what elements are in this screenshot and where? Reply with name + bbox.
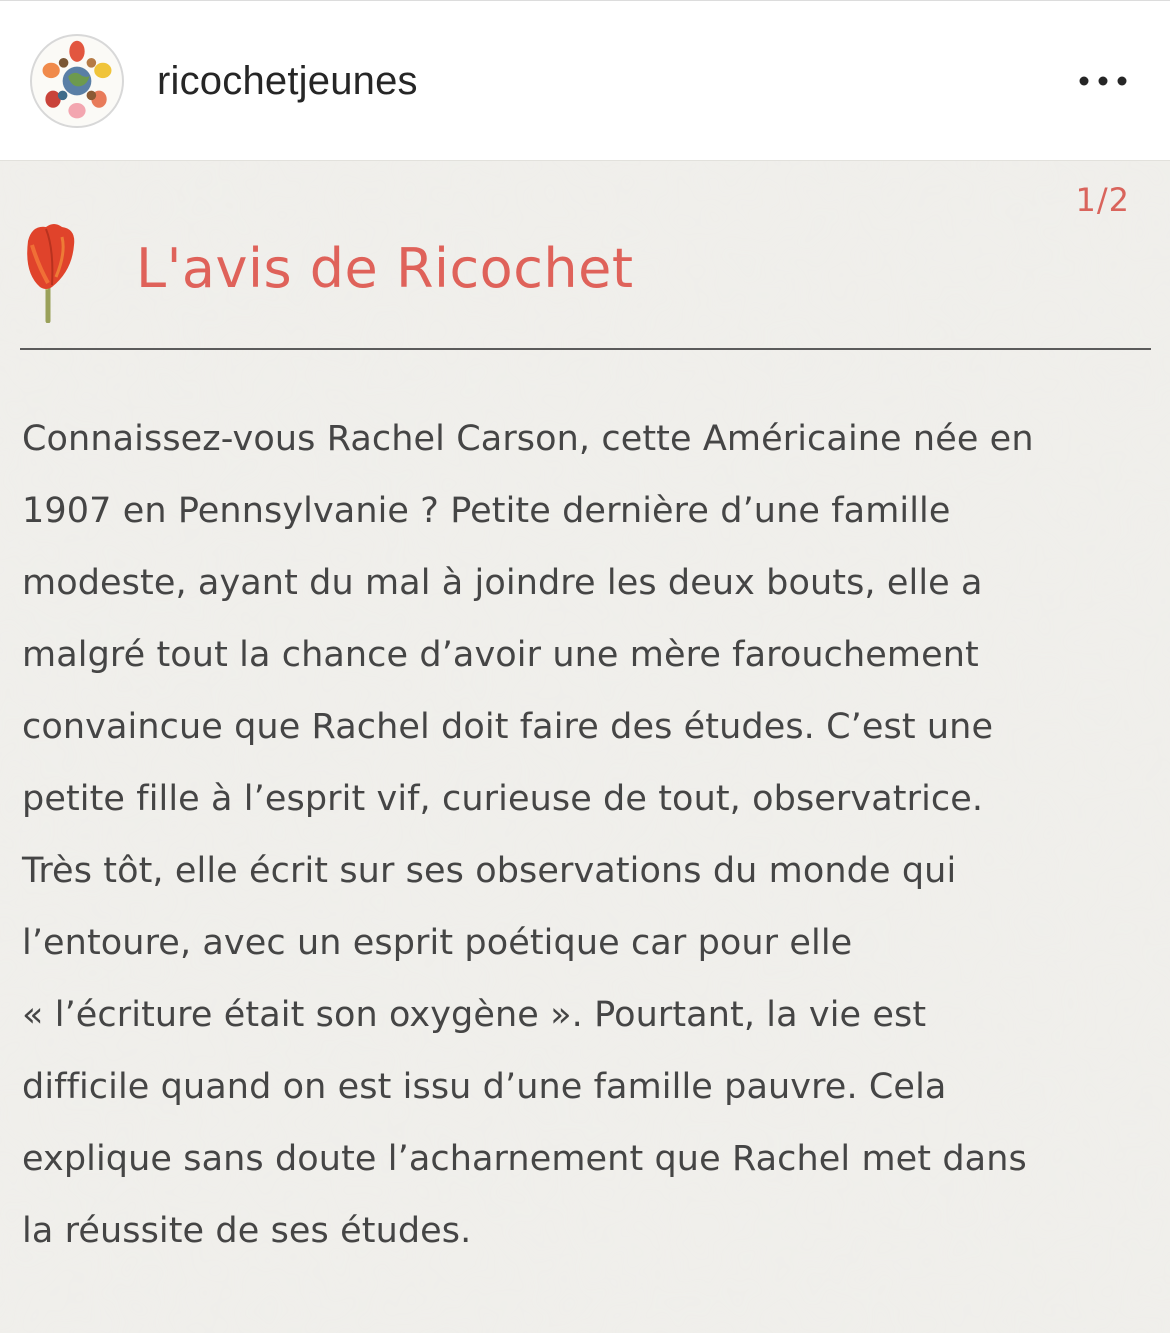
page-indicator: 1/2 xyxy=(1075,181,1130,219)
text-line: la réussite de ses études. xyxy=(22,1211,472,1251)
more-options-icon xyxy=(1072,63,1134,99)
ricochet-logo-icon xyxy=(32,36,122,126)
text-line: l’entoure, avec un esprit poétique car pour elle xyxy=(22,923,853,963)
text-line: Très tôt, elle écrit sur ses observations du monde qui xyxy=(22,851,957,891)
tulip-icon xyxy=(18,223,82,323)
text-line: difficile quand on est issu d’une famille pauvre. Cela xyxy=(22,1067,947,1107)
username[interactable]: ricochetjeunes xyxy=(157,59,418,103)
text-line: « l’écriture était son oxygène ». Pourtant, la vie est xyxy=(22,995,927,1035)
divider xyxy=(20,348,1151,350)
post-header xyxy=(0,0,1170,160)
profile-avatar[interactable] xyxy=(30,34,124,128)
section-title: L'avis de Ricochet xyxy=(136,237,634,300)
text-line: malgré tout la chance d’avoir une mère farouchement xyxy=(22,635,979,675)
text-line: convaincue que Rachel doit faire des études. C’est une xyxy=(22,707,994,747)
review-text xyxy=(22,403,1152,1267)
text-line: 1907 en Pennsylvanie ? Petite dernière d’une famille xyxy=(22,491,951,531)
more-options-button[interactable] xyxy=(1072,63,1134,99)
text-line: Connaissez-vous Rachel Carson, cette Américaine née en xyxy=(22,419,1034,459)
text-line: modeste, ayant du mal à joindre les deux bouts, elle a xyxy=(22,563,983,603)
text-line: petite fille à l’esprit vif, curieuse de tout, observatrice. xyxy=(22,779,984,819)
text-line: explique sans doute l’acharnement que Rachel met dans xyxy=(22,1139,1027,1179)
post-image[interactable] xyxy=(0,160,1170,1333)
